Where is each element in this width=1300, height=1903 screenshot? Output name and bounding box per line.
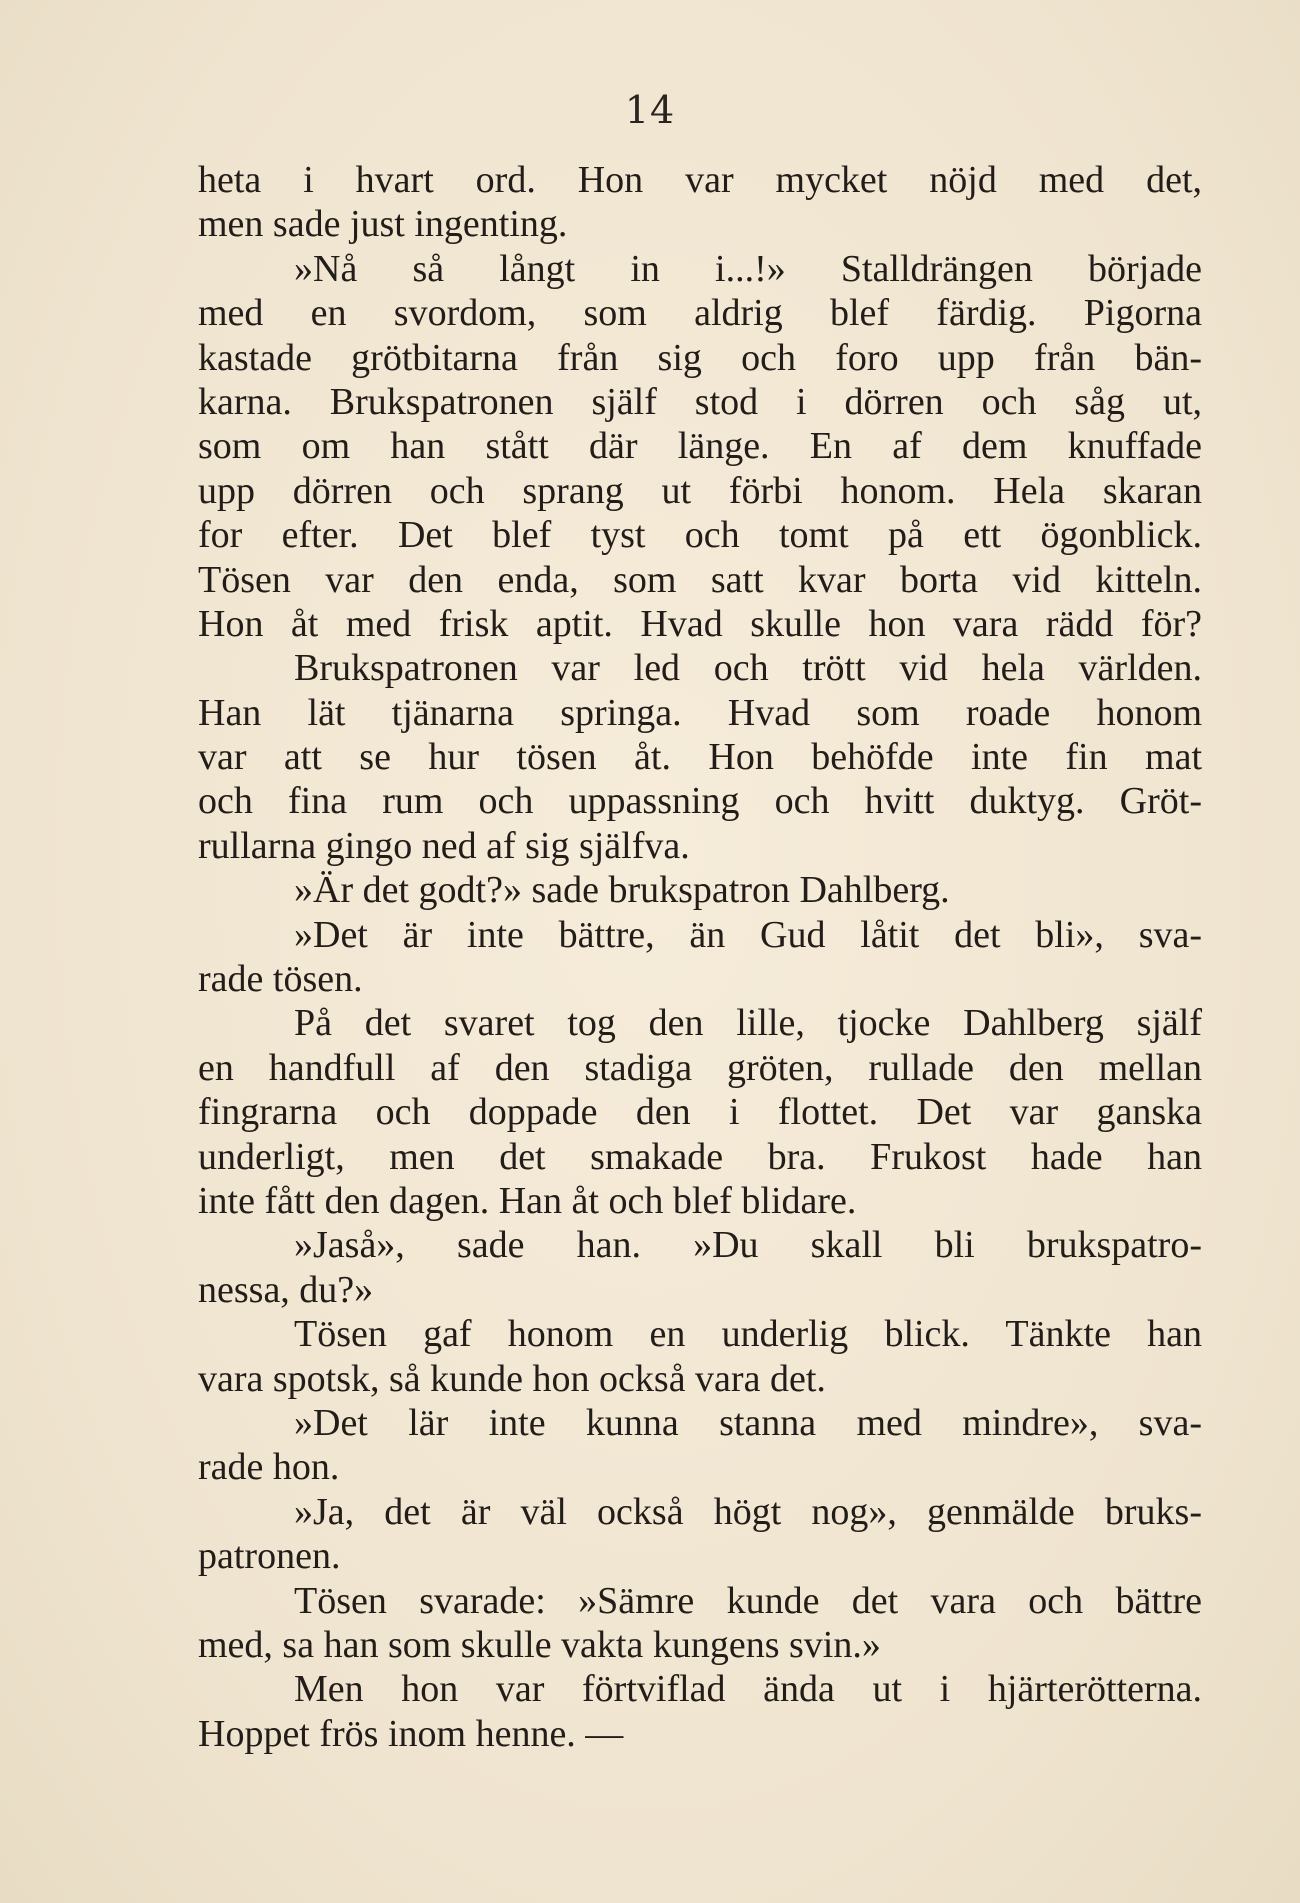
text-line: inte fått den dagen. Han åt och blef blidare. xyxy=(198,1179,857,1222)
text-line: »Jaså», sade han. »Du skall bli brukspatro- xyxy=(294,1224,1202,1267)
text-line: Tösen svarade: »Sämre kunde det vara och bättre xyxy=(294,1579,1202,1622)
text-line: rade tösen. xyxy=(198,958,363,1001)
text-line: nessa, du?» xyxy=(198,1268,374,1311)
text-line: en handfull af den stadiga gröten, rullade den mellan xyxy=(198,1046,1202,1089)
text-line: och fina rum och uppassning och hvitt duktyg. Gröt- xyxy=(198,780,1202,823)
text-line: upp dörren och sprang ut förbi honom. Hela skaran xyxy=(198,469,1202,512)
text-line: »Det lär inte kunna stanna med mindre», sva- xyxy=(294,1401,1202,1444)
text-line: »Det är inte bättre, än Gud låtit det bli», sva- xyxy=(294,913,1202,956)
text-line: Han lät tjänarna springa. Hvad som roade honom xyxy=(198,691,1202,734)
text-line: kastade grötbitarna från sig och foro upp från bän- xyxy=(198,336,1202,379)
text-line: men sade just ingenting. xyxy=(198,203,568,246)
text-line: med en svordom, som aldrig blef färdig. Pigorna xyxy=(198,292,1202,335)
text-line: »Nå så långt in i...!» Stalldrängen började xyxy=(294,247,1202,290)
text-line: som om han stått där länge. En af dem knuffade xyxy=(198,425,1202,468)
text-line: »Ja, det är väl också högt nog», genmälde bruks- xyxy=(294,1490,1202,1533)
text-line: »Är det godt?» sade brukspatron Dahlberg. xyxy=(294,869,950,912)
text-line: fingrarna och doppade den i flottet. Det var ganska xyxy=(198,1091,1202,1134)
text-line: Men hon var förtviflad ända ut i hjärterötterna. xyxy=(294,1668,1202,1711)
text-line: underligt, men det smakade bra. Frukost hade han xyxy=(198,1135,1202,1178)
text-line: karna. Brukspatronen själf stod i dörren och såg ut, xyxy=(198,380,1202,423)
text-line: Hon åt med frisk aptit. Hvad skulle hon vara rädd för? xyxy=(198,602,1202,645)
text-line: med, sa han som skulle vakta kungens svin.» xyxy=(198,1623,881,1666)
text-line: var att se hur tösen åt. Hon behöfde inte fin mat xyxy=(198,736,1202,779)
text-line: vara spotsk, så kunde hon också vara det. xyxy=(198,1357,826,1400)
text-line: rullarna gingo ned af sig själfva. xyxy=(198,824,690,867)
body-text xyxy=(198,158,1202,1756)
text-line: På det svaret tog den lille, tjocke Dahlberg själf xyxy=(294,1002,1202,1045)
text-line: Brukspatronen var led och trött vid hela världen. xyxy=(294,647,1202,690)
text-line: heta i hvart ord. Hon var mycket nöjd med det, xyxy=(198,159,1202,201)
text-line: Tösen var den enda, som satt kvar borta vid kitteln. xyxy=(198,558,1202,601)
text-line: Tösen gaf honom en underlig blick. Tänkte han xyxy=(294,1313,1202,1356)
text-line: patronen. xyxy=(198,1535,341,1578)
page-number: 14 xyxy=(624,88,676,132)
text-line: for efter. Det blef tyst och tomt på ett ögonblick. xyxy=(198,514,1202,557)
text-line: Hoppet frös inom henne. — xyxy=(198,1712,624,1755)
text-line: rade hon. xyxy=(198,1446,340,1489)
